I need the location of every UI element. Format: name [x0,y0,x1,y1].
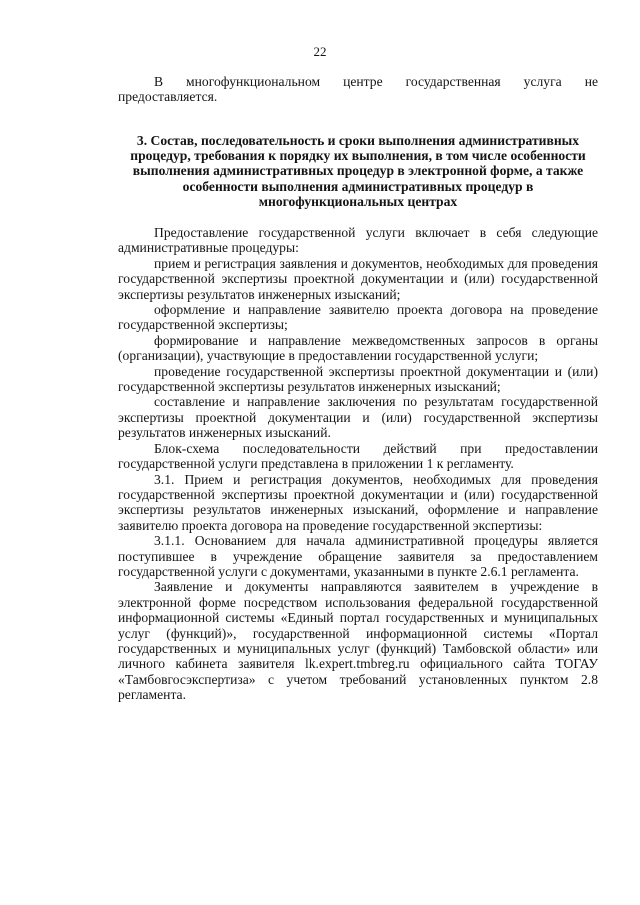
paragraph-3-1: 3.1. Прием и регистрация документов, необходимых для проведения государственной экспертизы проектной документации и (или) государственной экспертизы результатов инженерных изысканий, оформление и направление заявителю проекта договора на проведение государственной экспертизы: [118,471,598,533]
paragraph-procedure-examination: проведение государственной экспертизы проектной документации и (или) государственной экспертизы результатов инженерных изысканий; [118,363,598,395]
paragraph-submission: Заявление и документы направляются заявителем в учреждение в электронной форме посредством использования федеральной государственной информационной системы «Единый портал государственных и муниципальных услуг (функций)», государственной информационной системы «Портал государственных и муниципальных услуг (функций) Тамбовской области» или личного кабинета заявителя lk.expert.tmbreg.ru официального сайта ТОГАУ «Тамбовгосэкспертиза» с учетом требований установленных пунктом 2.8 регламента. [118,579,598,703]
paragraph-procedures-intro: Предоставление государственной услуги включает в себя следующие административные процедуры: [118,225,598,256]
paragraph-procedure-reception: прием и регистрация заявления и документов, необходимых для проведения государственной экспертизы проектной документации и (или) государственной экспертизы результатов инженерных изысканий; [118,255,598,302]
intro-block [118,74,598,105]
intro-paragraph: В многофункциональном центре государственная услуга не предоставляется. [118,74,598,105]
paragraph-procedure-contract: оформление и направление заявителю проекта договора на проведение государственной экспертизы; [118,302,598,333]
section-heading-block [118,133,598,209]
section-body [118,225,598,703]
section-heading: 3. Состав, последовательность и сроки выполнения административных процедур, требования к порядку их выполнения, в том числе особенности выполнения административных процедур в электронной форме, а также особенности выполнения административных процедур в многофункциональных центрах [130,133,586,209]
paragraph-procedure-requests: формирование и направление межведомственных запросов в органы (организации), участвующие в предоставлении государственной услуги; [118,332,598,364]
paragraph-3-1-1: 3.1.1. Основанием для начала административной процедуры является поступившее в учреждение обращение заявителя за предоставлением государственной услуги с документами, указанными в пункте 2.6.1 регламента. [118,533,598,579]
paragraph-flowchart: Блок-схема последовательности действий при предоставлении государственной услуги представлена в приложении 1 к регламенту. [118,440,598,472]
paragraph-procedure-conclusion: составление и направление заключения по результатам государственной экспертизы проектной документации и (или) государственной экспертизы результатов инженерных изысканий. [118,394,598,441]
page-number: 22 [313,44,327,59]
